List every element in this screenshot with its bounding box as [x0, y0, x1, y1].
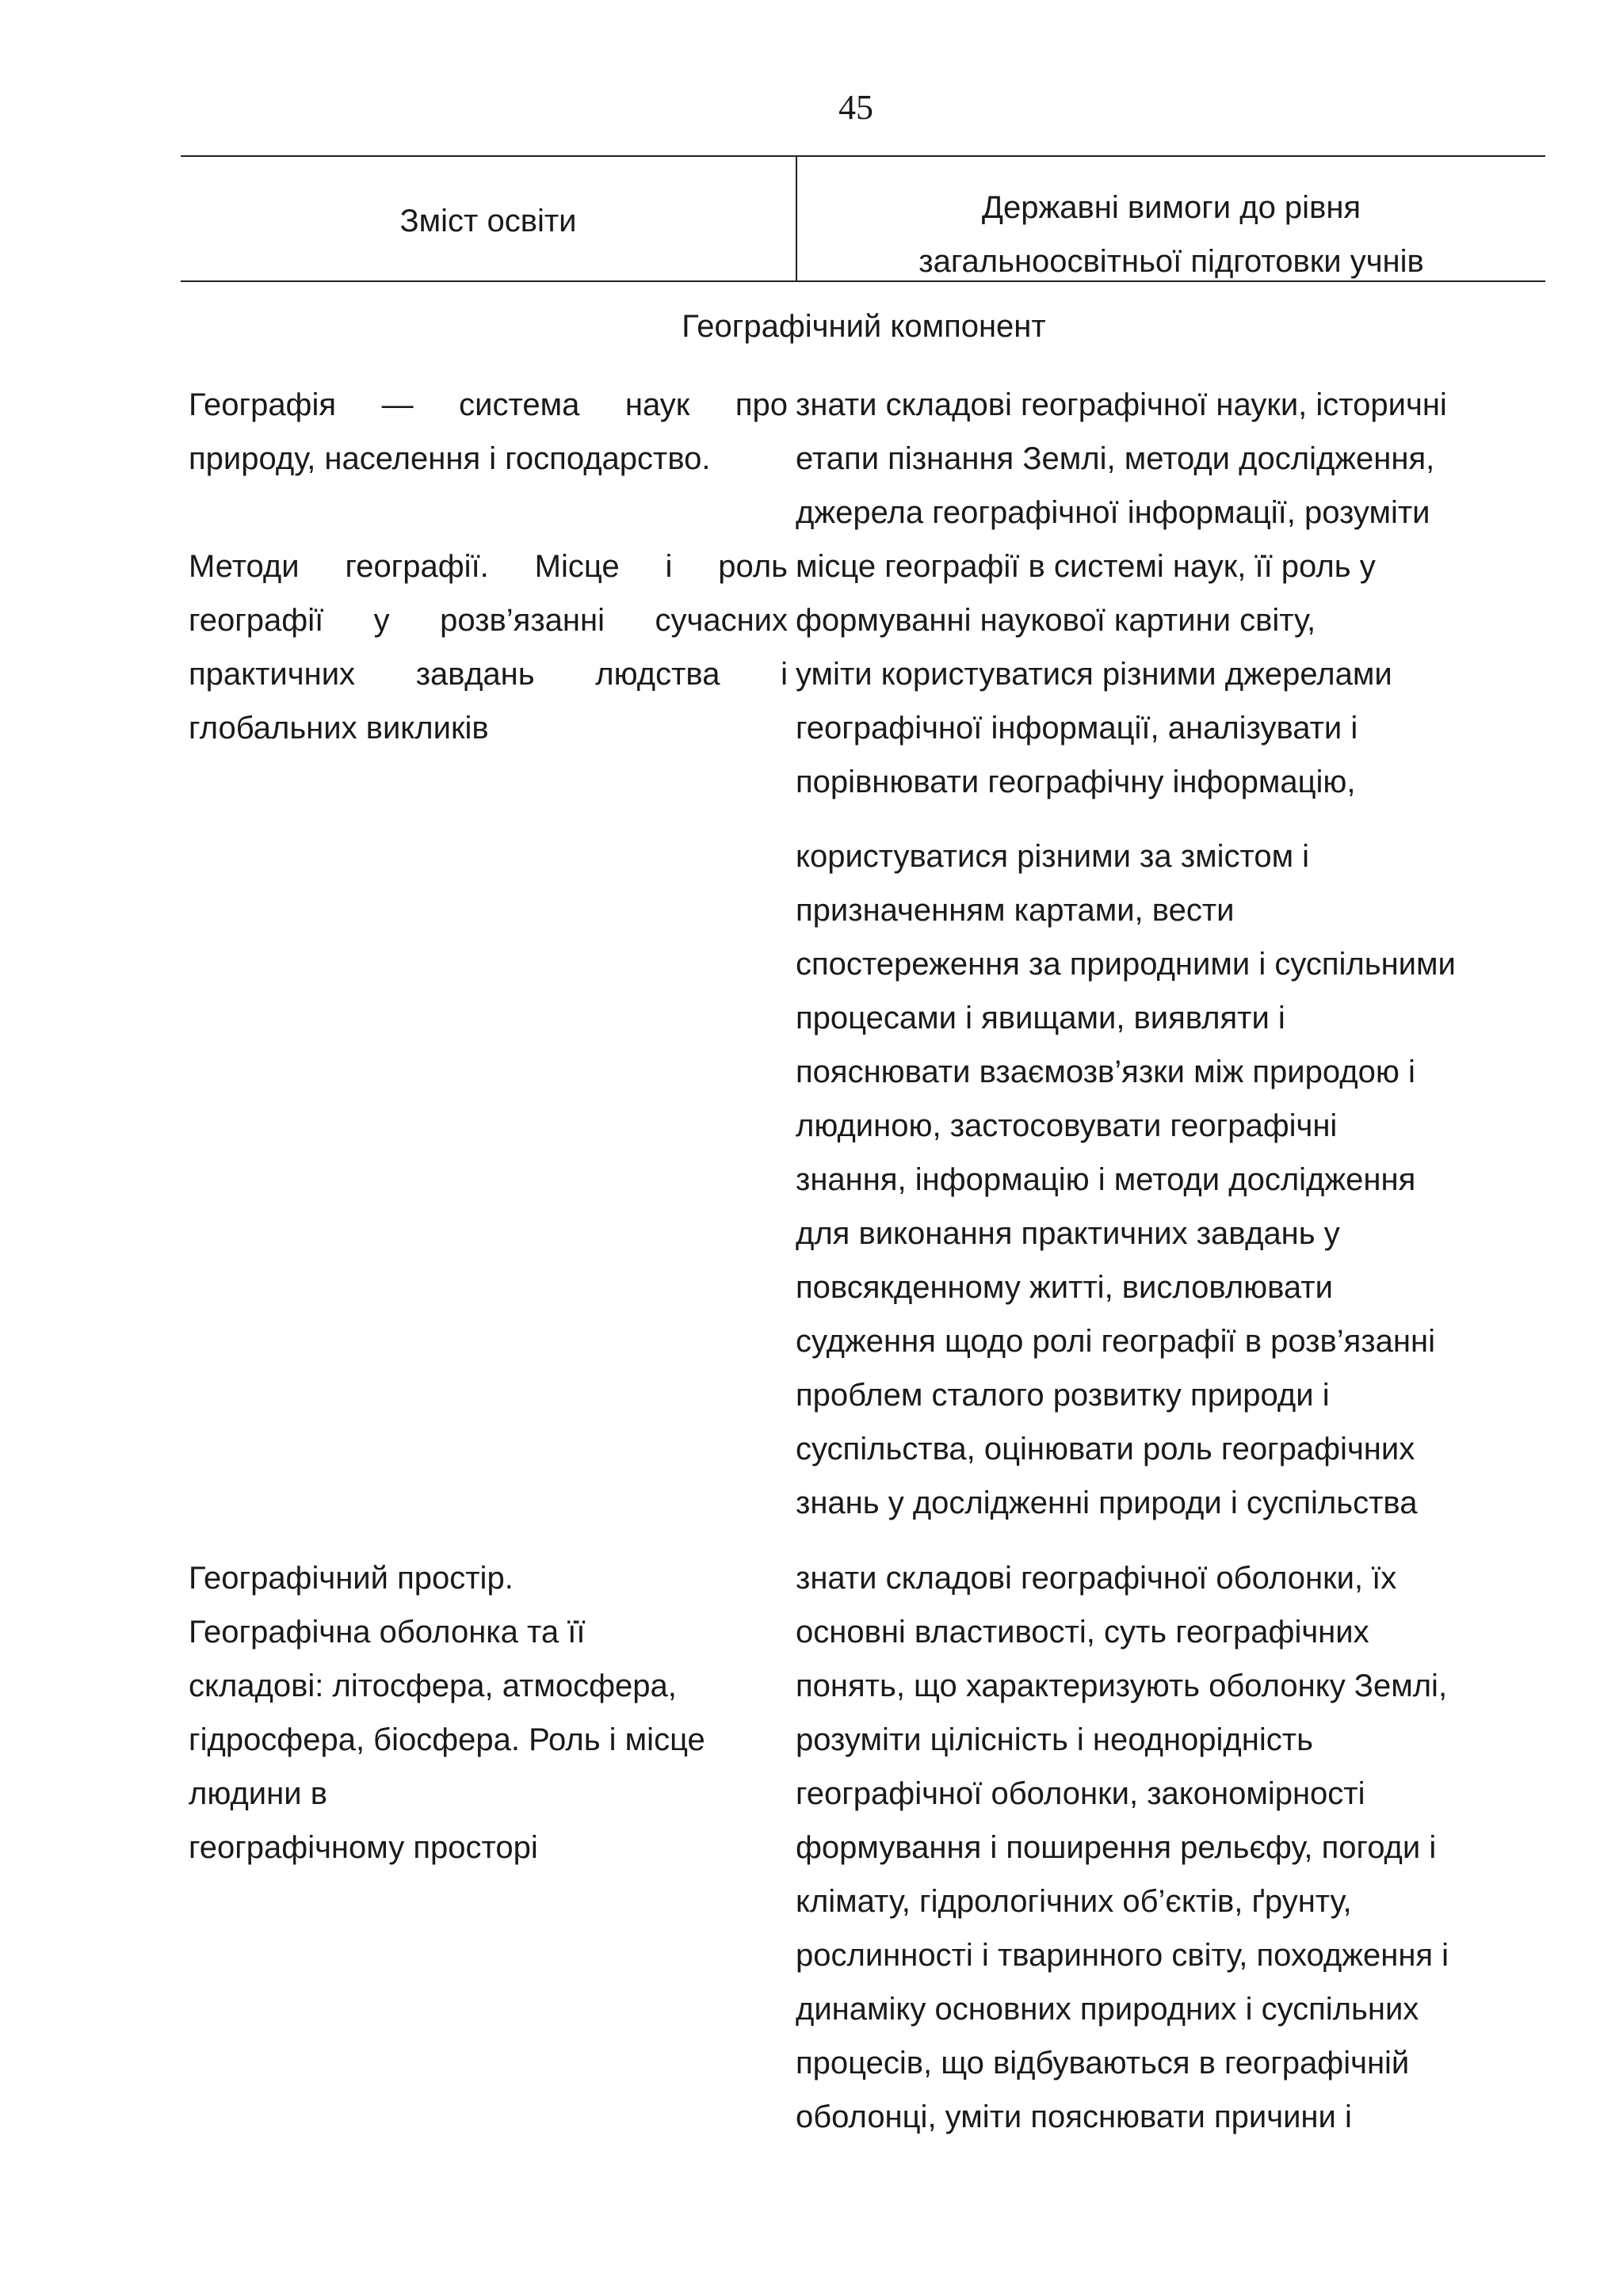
- header-content-label: Зміст освіти: [399, 204, 577, 238]
- text-line: географії у розв’язанні сучасних: [189, 603, 788, 638]
- text-line: Методи географії. Місце і роль: [189, 549, 788, 584]
- text-line: судження щодо ролі географії в розв’язанні: [796, 1324, 1435, 1359]
- row1-left-methods: [189, 540, 788, 755]
- text-line: користуватися різними за змістом і: [796, 839, 1310, 874]
- header-requirements-line-2: загальноосвітньої підготовки учнів: [918, 244, 1424, 279]
- text-line: знати складові географічної оболонки, їх: [796, 1561, 1397, 1596]
- text-line: призначенням картами, вести: [796, 893, 1235, 928]
- page-number: 45: [838, 88, 873, 127]
- text-line: клімату, гідрологічних об’єктів, ґрунту,: [796, 1884, 1352, 1919]
- row1-right-skills: [796, 830, 1556, 1530]
- text-line: практичних завдань людства і: [189, 657, 788, 692]
- text-line: етапи пізнання Землі, методи дослідження,: [796, 441, 1435, 476]
- text-line: оболонці, уміти пояснювати причини і: [796, 2100, 1352, 2134]
- text-line: уміти користуватися різними джерелами: [796, 657, 1392, 692]
- text-line: проблем сталого розвитку природи і: [796, 1378, 1330, 1413]
- text-line: глобальних викликів: [189, 711, 489, 746]
- text-line: людини в: [189, 1776, 327, 1811]
- text-line: знання, інформацію і методи дослідження: [796, 1162, 1416, 1197]
- text-line: рослинності і тваринного світу, походження і: [796, 1938, 1449, 1973]
- row1-right-requirements: [796, 378, 1556, 809]
- text-line: Географічний простір.: [189, 1561, 514, 1596]
- text-line: розуміти цілісність і неоднорідність: [796, 1722, 1313, 1757]
- text-line: понять, що характеризують оболонку Землі,: [796, 1669, 1448, 1703]
- text-line: складові: літосфера, атмосфера,: [189, 1669, 677, 1703]
- text-line: гідросфера, біосфера. Роль і місце: [189, 1722, 705, 1757]
- text-line: порівнювати географічну інформацію,: [796, 765, 1356, 799]
- text-line: повсякденному житті, висловлювати: [796, 1270, 1333, 1305]
- text-line: природу, населення і господарство.: [189, 441, 711, 476]
- text-line: основні властивості, суть географічних: [796, 1615, 1369, 1650]
- text-line: Географічна оболонка та її: [189, 1615, 586, 1650]
- text-line: Географія — система наук про: [189, 387, 788, 422]
- text-line: суспільства, оцінювати роль географічних: [796, 1432, 1415, 1466]
- text-line: для виконання практичних завдань у: [796, 1216, 1340, 1251]
- text-line: географічної інформації, аналізувати і: [796, 711, 1358, 746]
- header-requirements-line-1: Державні вимоги до рівня: [981, 190, 1361, 225]
- text-line: географічної оболонки, закономірності: [796, 1776, 1365, 1811]
- text-line: знати складові географічної науки, історичні: [796, 387, 1447, 422]
- text-line: людиною, застосовувати географічні: [796, 1108, 1338, 1143]
- row1-left-topic: [189, 378, 788, 486]
- text-line: місце географії в системі наук, її роль у: [796, 549, 1376, 584]
- header-requirements-column: [797, 181, 1545, 288]
- text-line: джерела географічної інформації, розуміти: [796, 495, 1430, 530]
- text-line: формуванні наукової картини світу,: [796, 603, 1316, 638]
- row2-left-topic: [189, 1551, 788, 1875]
- text-line: знань у дослідженні природи і суспільства: [796, 1486, 1418, 1520]
- header-content-column: [181, 155, 796, 280]
- row2-right-requirements: [796, 1551, 1556, 2144]
- text-line: географічному просторі: [189, 1830, 538, 1865]
- text-line: спостереження за природними і суспільними: [796, 947, 1456, 982]
- text-line: пояснювати взаємозв’язки між природою і: [796, 1055, 1415, 1089]
- section-title: Географічний компонент: [682, 309, 1046, 344]
- text-line: динаміку основних природних і суспільних: [796, 1992, 1419, 2027]
- text-line: процесів, що відбуваються в географічній: [796, 2046, 1410, 2081]
- text-line: процесами і явищами, виявляти і: [796, 1001, 1285, 1035]
- table-header-bottom-rule: [181, 280, 1545, 282]
- text-line: формування і поширення рельєфу, погоди і: [796, 1830, 1437, 1865]
